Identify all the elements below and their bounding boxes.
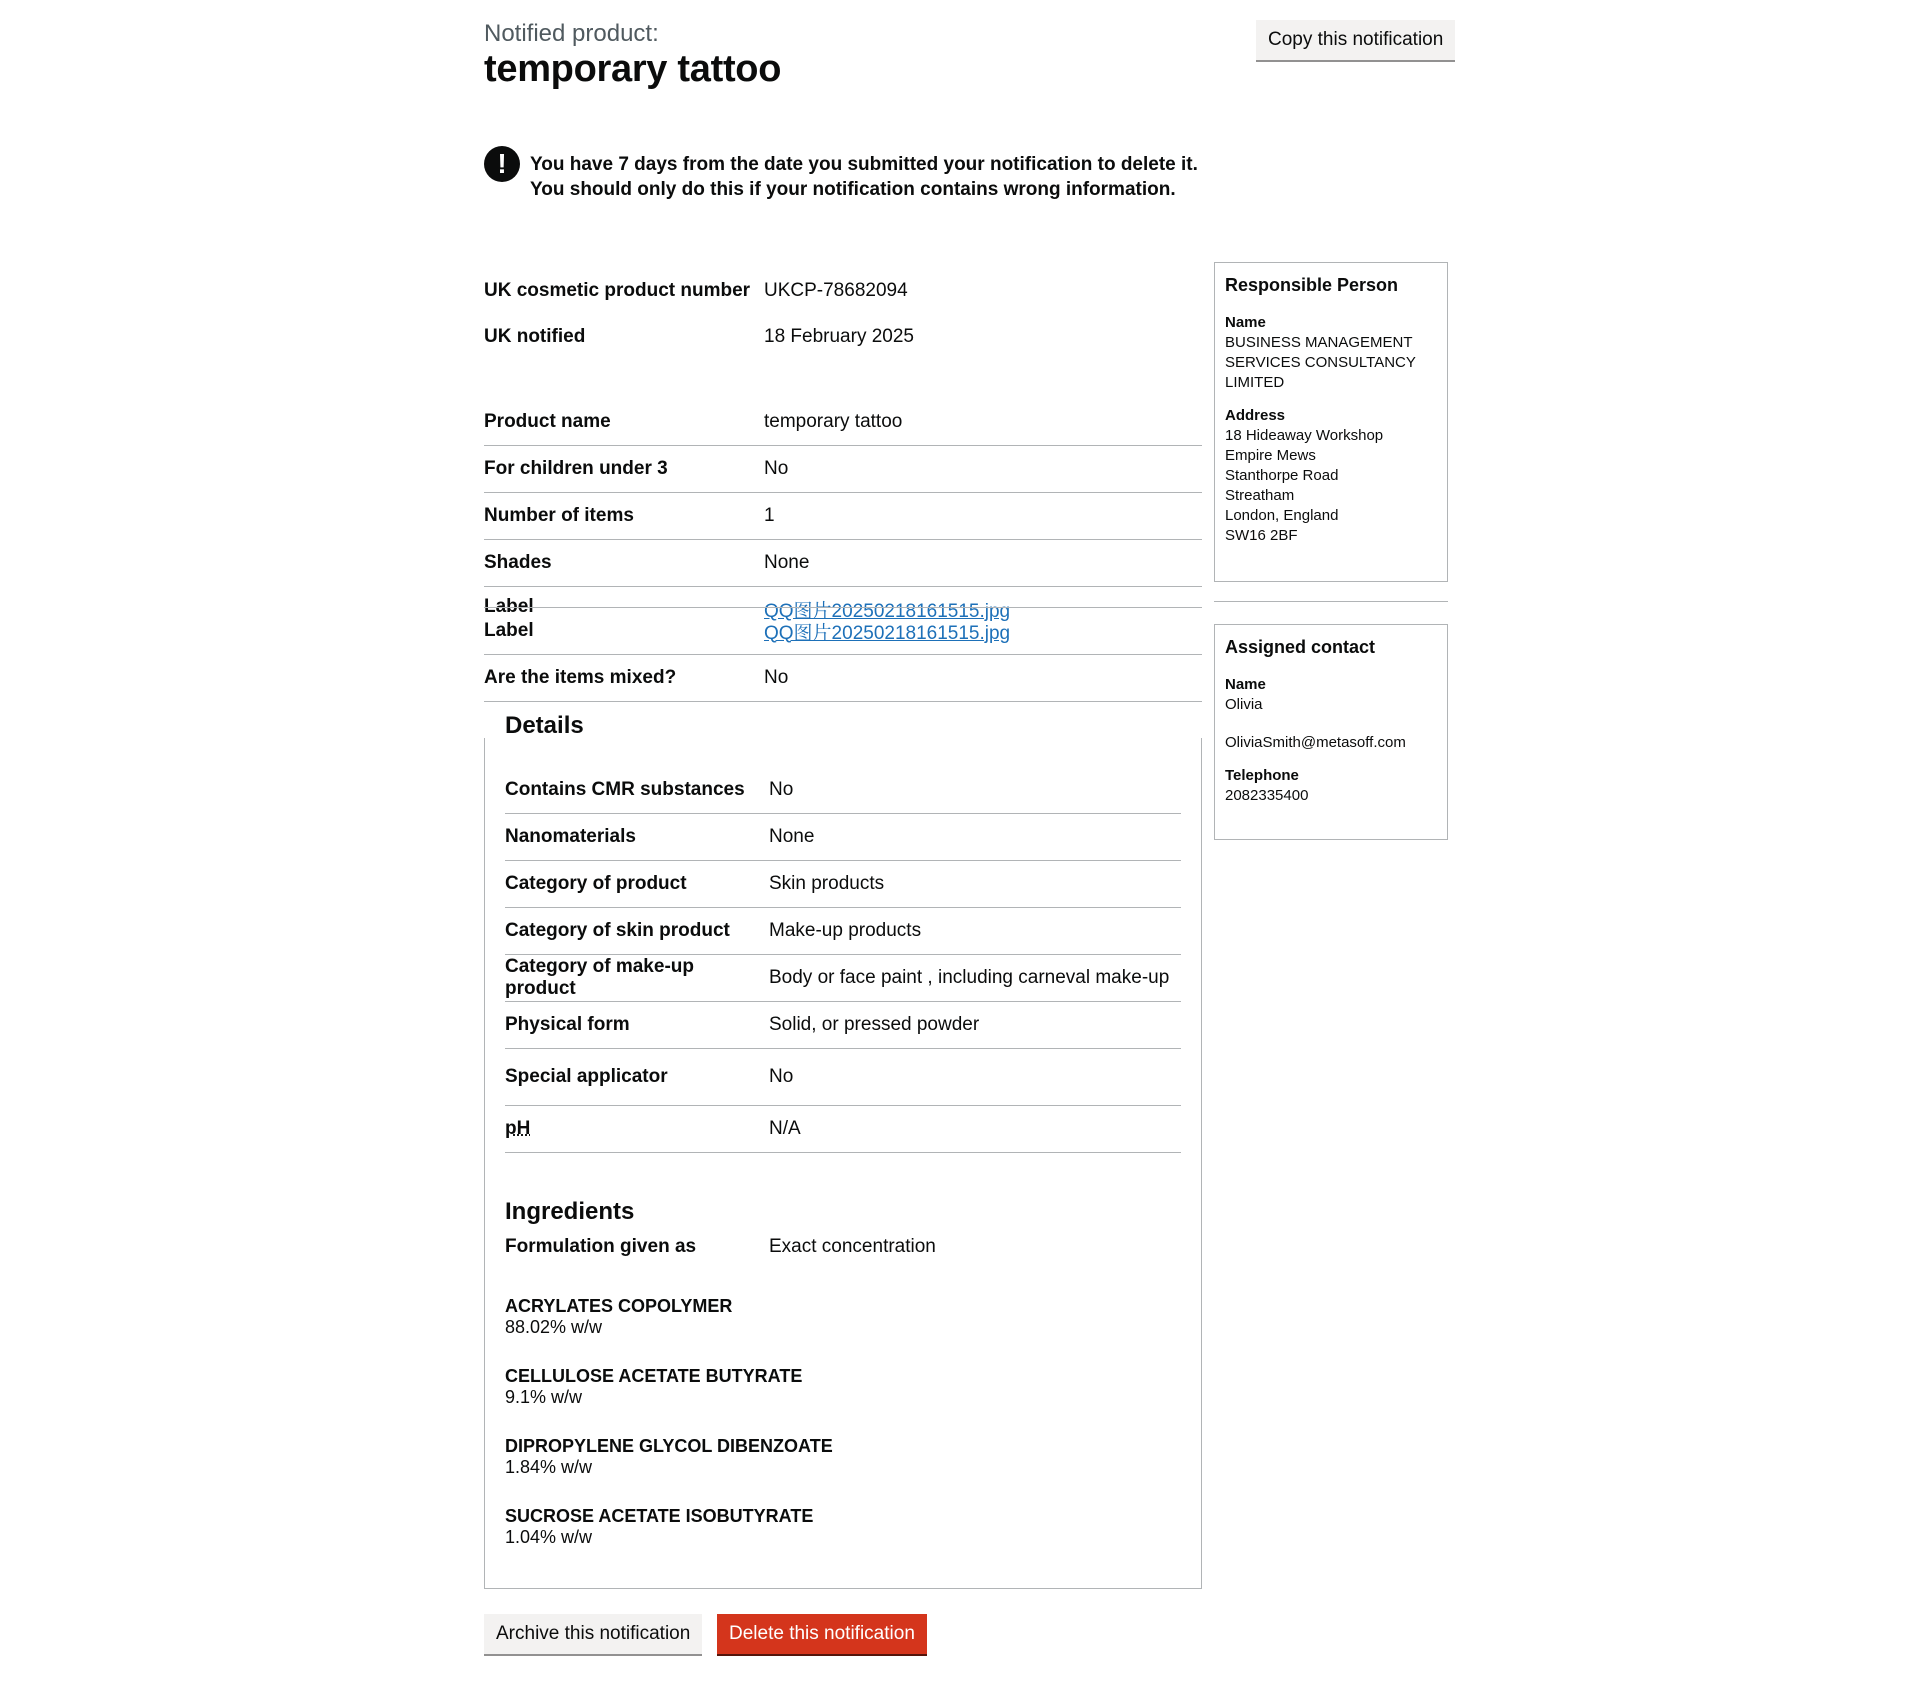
product-row — [484, 399, 1202, 446]
label-link-ghost: QQ图片20250218161515.jpg — [764, 601, 1011, 622]
rp-name: BUSINESS MANAGEMENT SERVICES CONSULTANCY LIMITED — [1225, 334, 1416, 391]
details-row — [505, 1106, 1181, 1153]
ingredient-amount: 9.1% w/w — [505, 1387, 583, 1407]
product-value: None — [764, 552, 810, 573]
formulation-value: Exact concentration — [769, 1236, 936, 1257]
summary-row — [484, 268, 1202, 314]
mixed-value: No — [764, 667, 789, 688]
details-heading: Details — [505, 712, 584, 739]
details-row — [505, 861, 1181, 908]
page-caption: Notified product: — [484, 20, 659, 47]
product-row — [484, 493, 1202, 540]
ac-name: Olivia — [1225, 696, 1263, 713]
summary-key: UK cosmetic product number — [484, 280, 751, 301]
details-row — [505, 955, 1181, 1002]
summary-row — [484, 314, 1202, 360]
details-key: pH — [505, 1118, 531, 1139]
details-value: None — [769, 826, 815, 847]
details-key: Category of make-up product — [505, 956, 694, 999]
details-row — [505, 767, 1181, 814]
details-row — [505, 1002, 1181, 1049]
ingredient-name: ACRYLATES COPOLYMER — [505, 1296, 733, 1316]
details-value: N/A — [769, 1118, 801, 1139]
summary-list — [484, 268, 1202, 360]
product-key: Product name — [484, 411, 611, 432]
copy-notification-button[interactable]: Copy this notification — [1256, 20, 1455, 60]
details-key: Category of skin product — [505, 920, 730, 941]
warning-banner — [484, 146, 1214, 202]
summary-key: UK notified — [484, 326, 586, 347]
responsible-person-panel — [1214, 262, 1448, 582]
details-key: Category of product — [505, 873, 687, 894]
ingredient-item — [505, 1436, 833, 1478]
label-key-ghost: Label — [484, 596, 534, 617]
details-row — [505, 1049, 1181, 1106]
divider — [1214, 601, 1448, 602]
details-key: Contains CMR substances — [505, 779, 745, 800]
archive-notification-button[interactable]: Archive this notification — [484, 1614, 702, 1654]
product-value: 1 — [764, 505, 775, 526]
ingredient-amount: 1.84% w/w — [505, 1457, 593, 1477]
ac-name-label: Name — [1225, 676, 1266, 693]
label-row-ghost — [484, 586, 1202, 622]
ingredient-amount: 88.02% w/w — [505, 1317, 603, 1337]
assigned-contact-heading: Assigned contact — [1225, 637, 1376, 657]
details-key: Nanomaterials — [505, 826, 636, 847]
ac-email: OliviaSmith@metasoff.com — [1225, 734, 1406, 751]
product-value: temporary tattoo — [764, 411, 903, 432]
responsible-person-heading: Responsible Person — [1225, 275, 1399, 295]
product-row — [484, 540, 1202, 587]
details-value: Body or face paint , including carneval make-up — [769, 967, 1170, 988]
details-value: Solid, or pressed powder — [769, 1014, 980, 1035]
summary-value: UKCP-78682094 — [764, 280, 908, 301]
delete-notification-button[interactable]: Delete this notification — [717, 1614, 927, 1654]
details-row — [505, 814, 1181, 861]
mixed-key: Are the items mixed? — [484, 667, 677, 688]
label-key: Label — [484, 620, 534, 641]
details-value: Make-up products — [769, 920, 922, 941]
product-key: Shades — [484, 552, 552, 573]
formulation-row — [505, 1236, 1181, 1258]
details-value: No — [769, 779, 794, 800]
details-row — [505, 908, 1181, 955]
ingredient-item — [505, 1296, 732, 1338]
ingredients-heading: Ingredients — [505, 1198, 635, 1225]
ingredient-item — [505, 1506, 813, 1548]
ingredient-name: SUCROSE ACETATE ISOBUTYRATE — [505, 1506, 814, 1526]
details-key: Physical form — [505, 1014, 630, 1035]
label-list — [484, 608, 1202, 702]
product-value: No — [764, 458, 789, 479]
mixed-row — [484, 655, 1202, 702]
details-key: Special applicator — [505, 1066, 668, 1087]
ingredient-name: DIPROPYLENE GLYCOL DIBENZOATE — [505, 1436, 833, 1456]
details-value: No — [769, 1066, 794, 1087]
details-list — [505, 767, 1181, 1153]
details-value: Skin products — [769, 873, 885, 894]
product-key: Number of items — [484, 505, 634, 526]
product-list — [484, 399, 1202, 587]
assigned-contact-panel — [1214, 624, 1448, 840]
product-key: For children under 3 — [484, 458, 668, 479]
ingredient-item — [505, 1366, 802, 1408]
details-box — [484, 712, 1202, 1589]
ac-telephone-label: Telephone — [1225, 767, 1299, 784]
rp-address: 18 Hideaway Workshop Empire Mews Stanthorpe Road Streatham London, England SW16 2BF — [1225, 427, 1384, 544]
product-row — [484, 446, 1202, 493]
rp-name-label: Name — [1225, 314, 1266, 331]
rp-address-label: Address — [1225, 407, 1286, 424]
ingredient-name: CELLULOSE ACETATE BUTYRATE — [505, 1366, 803, 1386]
warning-text: You have 7 days from the date you submitted your notification to delete it. You should only do this if your notification contains wrong information. — [530, 154, 1198, 200]
label-file-link[interactable]: QQ图片20250218161515.jpg — [764, 622, 1011, 644]
exclamation-icon: ! — [484, 146, 520, 182]
ingredient-amount: 1.04% w/w — [505, 1527, 593, 1547]
ac-telephone: 2082335400 — [1225, 787, 1309, 804]
summary-value: 18 February 2025 — [764, 326, 914, 347]
label-row — [484, 608, 1202, 655]
page-title: temporary tattoo — [484, 48, 782, 90]
formulation-key: Formulation given as — [505, 1236, 697, 1257]
